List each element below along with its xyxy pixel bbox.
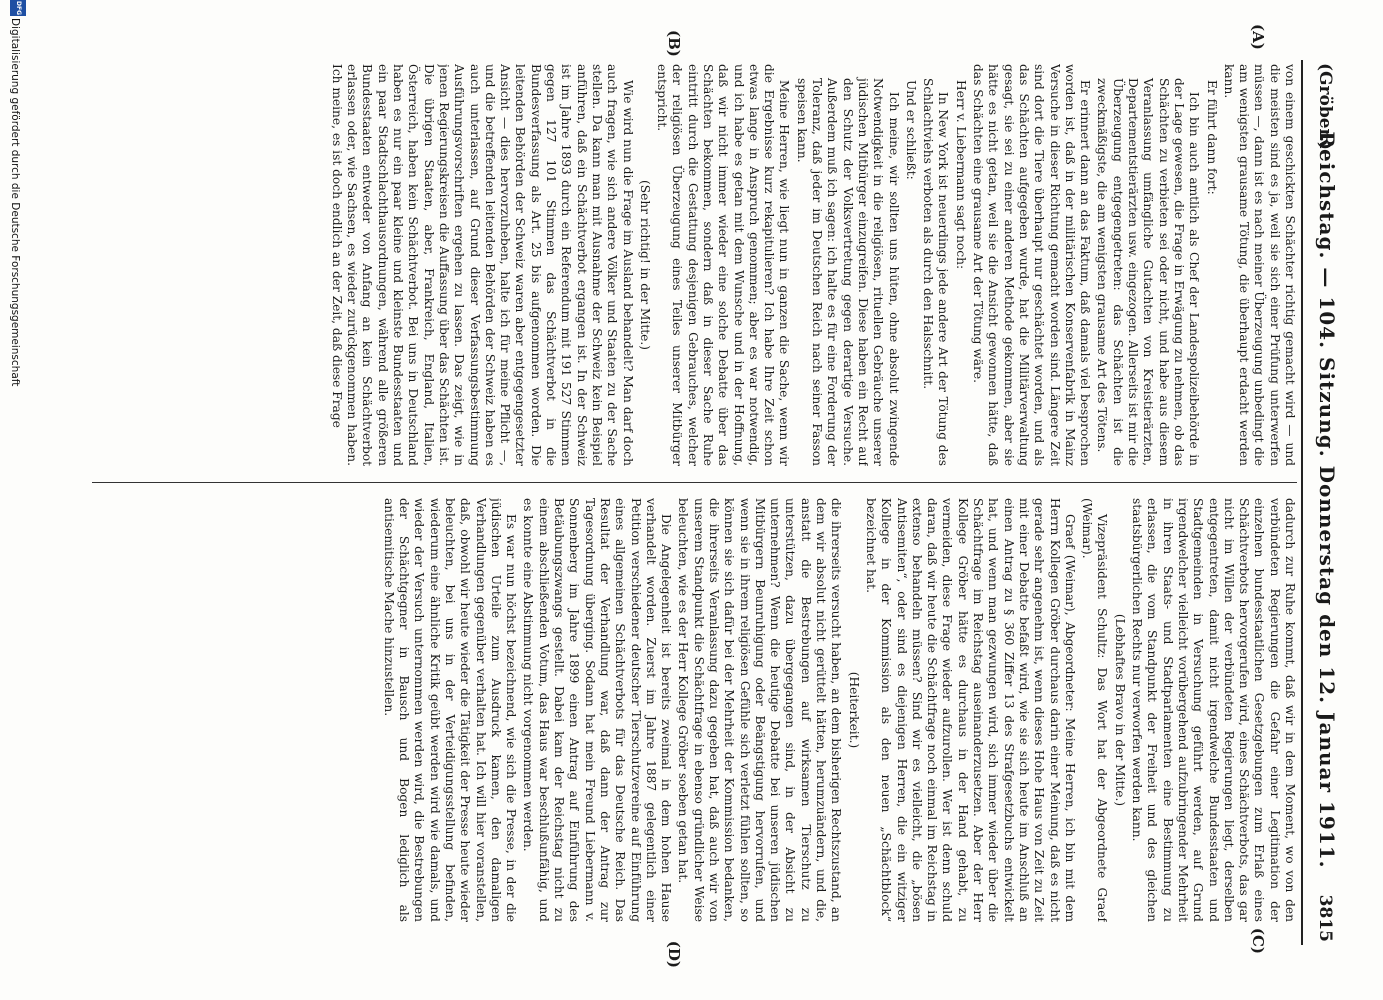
paragraph: die ihrerseits versucht haben, an dem bisherigen Rechtszustand, an dem wir absolut nicht gerüttelt hätten, herumzuändern, und die, anstatt die Bestrebungen auf wirksamen Tierschutz zu unterstützen, dazu übergegangen sind, in der Absicht zu unternehmen? Wenn die heutige Debatte bei unseren jüdischen Mitbürgern Beunruhigung oder Beängstigung hervorrufen, und wenn sie in ihrem religiösen Gefühle sich verletzt fühlen sollten, so können sie sich dafür bei der Mehrheit der Kommission bedanken, die ihrerseits Veranlassung dazu gegeben hat, daß auch wir von unserem Standpunkt die Schächtfrage in ebenso gründlicher Weise beleuchten, wie es der Herr Kollege Gröber soeben getan hat.	[676, 498, 844, 922]
margin-marker-c: (C)	[1249, 927, 1267, 954]
paragraph: Wie wird nun die Frage im Ausland behandelt? Man darf doch auch fragen, wie sich andere Völker und Staaten zu der Sache stellen. Da kann man mit Ausnahme der Schweiz kein Beispiel anführen, daß ein Schächtverbot ergangen ist. In der Schweiz ist im Jahre 1893 durch ein Referendum mit 191 527 Stimmen gegen 127 101 Stimmen das Schächtverbot in die Bundesverfassung als Art. 25 bis aufgenommen worden. Die leitenden Behörden der Schweiz waren aber entgegengesetzter Ansicht — dies hervorzuheben, halte ich für meine Pflicht —, und die betreffenden leitenden Behörden der Schweiz haben es auch unterlassen, auf Grund dieser Verfassungsbestimmung Ausführungsvorschriften ergehen zu lassen. Das zeigt, wie in jenen Regierungskreisen die Auffassung über das Schächten ist. Die übrigen Staaten, aber, Frankreich, England, Italien, Österreich, haben kein Schächtverbot. Bei uns in Deutschland haben es nur ein paar kleine und kleinste Bundesstaaten und ein paar Stadtschlachthausordnungen, während alle größeren Bundesstaaten entweder von Anfang an kein Schächtverbot erlassen oder, wie Sachsen, es wieder zurückgenommen haben. Ich meine, es ist doch endlich an der Zeit, daß diese Frage	[329, 64, 635, 466]
interjection: (Heiterkeit.)	[846, 671, 861, 749]
header-speaker: (Gröber.)	[1315, 63, 1335, 150]
header-rule	[1301, 60, 1303, 945]
paragraph: von einem geschickten Schächter richtig gemacht wird — und die meisten sind es ja, weil sie sich einer Prüfung unterwerfen müssen —, dann ist es nach meiner Überzeugung unbedingt die am wenigsten grausame Tötung, die überhaupt erdacht werden kann.	[1221, 64, 1297, 466]
paragraph: Und er schließt:	[903, 80, 918, 180]
paragraph: dadurch zur Ruhe kommt, daß wir in dem Moment, wo von den verbündeten Regierungen die Gefahr einer Legitimation der einzelnen bundesstaatlichen Gesetzgebungen zum Erlaß eines Schächtverbots hervorgerufen wird, eines Schächtverbots, das gar nicht im Willen der verbündeten Regierungen liegt, derselben entgegentreten, damit nicht irgendwelche Bundesstaaten und Stadtgemeinden in Versuchung geführt werden, auf Grund irgendwelcher vielleicht vorübergehend aufzubringender Mehrheit in ihren Staats- und Stadtparlamenten eine Bestimmung zu erlassen, die vom Standpunkt der Freiheit und des gleichen staatsbürgerlichen Rechts nur verworfen werden kann.	[1130, 498, 1297, 922]
right-column	[92, 498, 1297, 922]
quote-paragraph: Ich meine, wir sollten uns hüten, ohne absolut zwingende Notwendigkeit in die religiösen, rituellen Gebräuche unserer jüdischen Mitbürger einzugreifen. Diese haben ein Recht auf den Schutz der Volksvertretung gegen derartige Versuche. Außerdem muß ich sagen: ich halte es für eine Forderung der Toleranz, daß jeder im Deutschen Reich nach seiner Fasson speisen kann.	[794, 78, 901, 466]
quote-paragraph: In New York ist neuerdings jede andere Art der Tötung des Schlachtviehs verboten als durch den Halsschnitt.	[921, 78, 951, 466]
quote-paragraph: Ich bin auch amtlich als Chef der Landespolizeibehörde in der Lage gewesen, die Frage in Erwägung zu nehmen, ob das Schächten zu verbieten sei oder nicht, und habe aus diesem Veranlassung umfängliche Gutachten von Kreistierärzten, Departementstierärzten usw. eingezogen. Allerseits ist mir die Überzeugung entgegengetreten: das Schächten ist die zweckmäßigste, die am wenigsten grausame Art des Tötens.	[1095, 78, 1202, 466]
paragraph: Er erinnert dann an das Faktum, daß damals viel besprochen worden ist, daß in der militärischen Konservenfabrik in Mainz Versuche in dieser Richtung gemacht worden sind. Längere Zeit sind dort die Tiere überhaupt nur geschächtet worden, und als das Schächten aufgegeben wurde, hat die Militärverwaltung gesagt, sie sei zu einer anderen Methode gekommen, aber sie hätte es nicht getan, weil sie die Ansicht gewonnen hätte, daß das Schächten eine grausame Art der Tötung wäre.	[971, 64, 1093, 466]
interjection: (Sehr richtig! in der Mitte.)	[637, 180, 652, 350]
page-number: 3815	[1315, 894, 1335, 942]
dfg-logo: DFG	[10, 0, 26, 16]
speaker-paragraph: Vizepräsident Schultz: Das Wort hat der Abgeordnete Graef (Weimar).	[1080, 498, 1110, 922]
left-column	[92, 64, 1297, 466]
interjection: (Lebhaftes Bravo in der Mitte.)	[1112, 613, 1127, 807]
paragraph: Die Angelegenheit ist bereits zweimal in dem hohen Hause verhandelt worden. Zuerst im Jahre 1887 gelegentlich einer Petition verschiedener deutscher Tierschutzvereine auf Einführung eines allgemeinen Schächtverbots für das Deutsche Reich. Das Resultat der Verhandlung war, daß dann der Antrag zur Tagesordnung überging. Sodann hat mein Freund Liebermann v. Sonnenberg im Jahre 1899 einen Antrag auf Einführung des Betäubungszwangs gestellt. Dabei kam der Reichstag nicht zu einem abschließenden Votum, das Haus war beschlußunfähig, und es konnte eine Abstimmung nicht vorgenommen werden.	[521, 498, 674, 922]
margin-marker-b: (B)	[665, 30, 683, 57]
paragraph: Meine Herren, wie liegt nun in ganzen die Sache, wenn wir die Ergebnisse kurz rekapitulieren? Ich habe Ihre Zeit schon etwas lange in Anspruch genommen; aber es war notwendig, und ich habe es getan mit dem Wunsche und in der Hoffnung, daß wir nicht immer wieder eine solche Debatte über das Schächten bekommen, sondern daß in dieser Sache Ruhe eintritt durch die Gestattung desjenigen Gebrauches, welcher der religiösen Überzeugung eines Teiles unserer Mitbürger entspricht.	[655, 64, 792, 466]
digitization-credit: Digitalisierung gefördert durch die Deutsche Forschungsgemeinschaft	[9, 18, 21, 387]
margin-marker-a: (A)	[1249, 24, 1267, 50]
paragraph: Es war nun höchst bezeichnend, wie sich die Presse, in der die jüdischen Urteile zum Ausdruck kamen, den damaligen Verhandlungen gegenüber verhalten hat. Ich will hier voranstellen, daß, obwohl wir heute wieder die Tätigkeit der Presse heute wieder beleuchten, bei uns in der Verteidigungsstellung befinden, wiederum eine ähnliche Kritik geübt werden wird wie damals, und wieder der Versuch unternommen werden wird, die Bestrebungen der Schächtgegner in Bausch und Bogen lediglich als antisemitische Mache hinzustellen.	[381, 498, 519, 922]
column-divider	[92, 482, 1297, 483]
margin-marker-d: (D)	[665, 940, 683, 968]
paragraph: Er führt dann fort:	[1204, 80, 1219, 195]
speaker-paragraph: Graef (Weimar), Abgeordneter: Meine Herren, ich bin mit dem Herrn Kollegen Gröber durchaus darin einer Meinung, daß es nicht gerade sehr angenehm ist, wenn dieses Hohe Haus von Zeit zu Zeit mit einer Debatte befaßt wird, wie sie sich heute im Anschluß an einen Antrag zu § 360 Ziffer 13 des Strafgesetzbuchs entwickelt hat, und wenn man gezwungen wird, sich immer wieder über die Schächtfrage im Reichstag auseinanderzusetzen. Aber der Herr Kollege Gröber hätte es durchaus in der Hand gehabt, zu vermeiden, diese Frage wieder aufzurollen. Wer ist denn schuld daran, daß wir heute die Schächtfrage noch einmal im Reichstag in extenso behandeln müssen? Sind wir es vielleicht, die „bösen Antisemiten“, oder sind es diejenigen Herren, die ein witziger Kollege in der Kommission als den neuen „Schächtblock“ bezeichnet hat.	[863, 498, 1077, 922]
paragraph: Herr v. Liebermann sagt noch:	[953, 80, 968, 270]
page-title: Reichstag. — 104. Sitzung. Donnerstag den 12. Januar 1911.	[1315, 131, 1339, 869]
